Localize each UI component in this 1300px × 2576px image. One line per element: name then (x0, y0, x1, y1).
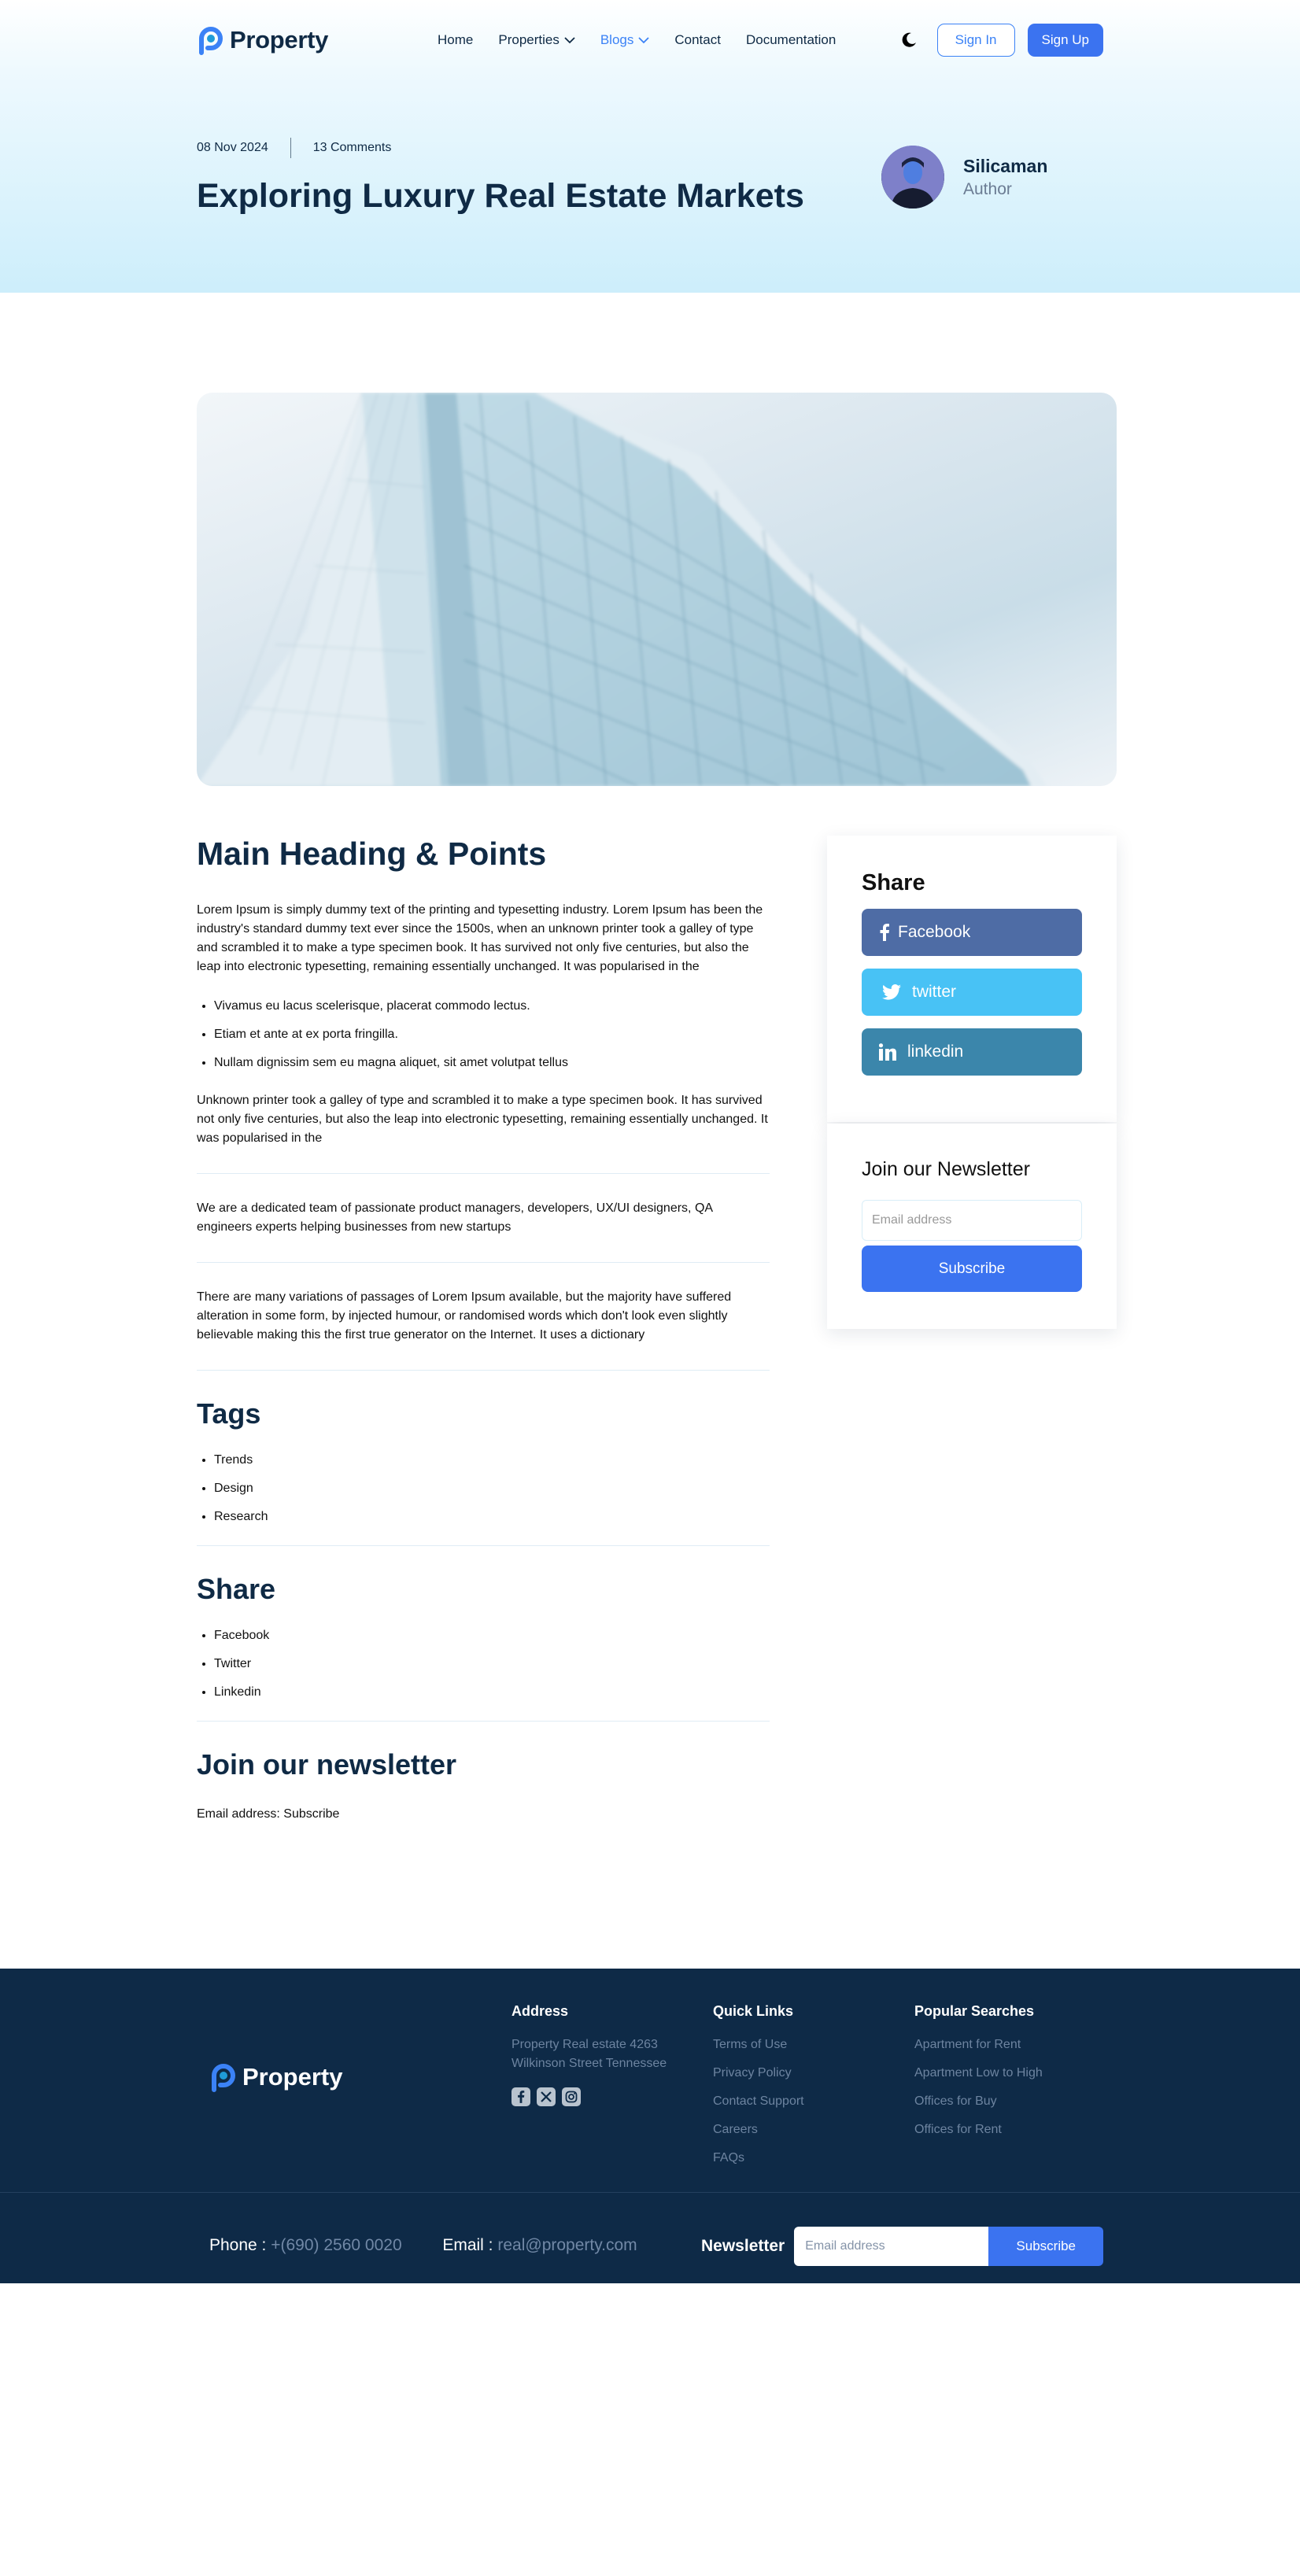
nav-contact-label: Contact (674, 32, 721, 47)
footer-subscribe-button[interactable]: Subscribe (988, 2227, 1103, 2266)
footer-link[interactable]: Apartment Low to High (914, 2066, 1043, 2080)
avatar (881, 146, 944, 209)
divider (197, 1545, 770, 1546)
phone-value[interactable]: +(690) 2560 0020 (271, 2236, 402, 2254)
footer-link[interactable]: Offices for Rent (914, 2123, 1002, 2136)
nav-home[interactable] (438, 32, 473, 48)
footer-newsletter-label: Newsletter (701, 2237, 785, 2255)
share-item[interactable]: • Twitter (214, 1655, 770, 1674)
nav-documentation-label: Documentation (745, 32, 837, 47)
tags-heading: Tags (197, 1397, 261, 1430)
phone-label: Phone : (209, 2236, 267, 2254)
footer-newsletter (701, 2227, 1103, 2266)
tags-list (197, 1451, 770, 1526)
logo-icon (197, 24, 225, 56)
article-paragraph: Unknown printer took a galley of type and scrambled it to make a type specimen book. It has survived not only five centuries, but also the leap into electronic typesetting, remaining essentially unchanged. It was popularised in the (197, 1094, 768, 1145)
twitter-share-button[interactable] (862, 969, 1082, 1016)
nav-blogs[interactable] (600, 32, 650, 48)
footer-logo-text: Property (242, 2063, 343, 2091)
article-heading: Main Heading & Points (197, 836, 547, 872)
newsletter-card (827, 1124, 1117, 1329)
author-name: Silicaman (963, 155, 1048, 176)
post-comments-count[interactable]: 13 Comments (312, 141, 392, 154)
post-meta (197, 138, 391, 158)
divider (197, 1370, 770, 1371)
share-list (197, 1626, 770, 1702)
footer-quick-links-heading: Quick Links (713, 2003, 794, 2019)
logo-icon (209, 2061, 238, 2093)
chevron-down-icon (638, 36, 649, 44)
newsletter-text: Email address: Subscribe (197, 1807, 340, 1821)
twitter-bird-icon (882, 984, 901, 1000)
footer-popular-heading: Popular Searches (914, 2003, 1035, 2019)
hero-section (0, 0, 1300, 293)
divider (197, 1721, 770, 1722)
main-nav (438, 22, 836, 58)
meta-divider (290, 138, 291, 158)
facebook-icon[interactable] (512, 2087, 530, 2106)
footer-social (512, 2087, 692, 2106)
sign-up-button[interactable]: Sign Up (1028, 24, 1103, 57)
share-item[interactable]: • Facebook (214, 1626, 770, 1645)
footer-email-input[interactable]: Email address (794, 2227, 988, 2266)
post-title: Exploring Luxury Real Estate Markets (197, 177, 804, 215)
facebook-label: Facebook (898, 923, 971, 941)
footer-address-column (512, 2003, 692, 2106)
footer-quick-links-column (713, 2003, 804, 2177)
share-card (827, 836, 1117, 1122)
footer-address: Property Real estate 4263 Wilkinson Street Tennessee (512, 2038, 667, 2070)
tag-item[interactable]: • Design (214, 1479, 770, 1498)
article-bullets (197, 997, 770, 1072)
footer-link[interactable]: Careers (713, 2123, 758, 2136)
sidebar-share-heading: Share (862, 870, 925, 895)
post-date: 08 Nov 2024 (197, 141, 268, 154)
twitter-label: twitter (912, 983, 957, 1001)
linkedin-label: linkedin (907, 1043, 964, 1061)
divider (197, 1262, 770, 1263)
footer-logo[interactable] (209, 2061, 342, 2093)
instagram-icon[interactable] (562, 2087, 581, 2106)
newsletter-heading: Join our newsletter (197, 1748, 457, 1781)
email-value[interactable]: real@property.com (497, 2236, 637, 2254)
email-label: Email : (442, 2236, 493, 2254)
divider (197, 1173, 770, 1174)
tag-item[interactable]: • Research (214, 1508, 770, 1526)
featured-building-image (197, 393, 1117, 786)
nav-properties-label: Properties (498, 32, 560, 47)
footer-popular-column (914, 2003, 1043, 2149)
footer-address-heading: Address (512, 2003, 569, 2019)
nav-home-label: Home (438, 32, 474, 47)
footer-link[interactable]: Offices for Buy (914, 2094, 997, 2108)
footer-link[interactable]: FAQs (713, 2151, 745, 2165)
nav-documentation[interactable] (746, 32, 836, 48)
newsletter-subscribe-button[interactable]: Subscribe (862, 1246, 1082, 1292)
list-item: • Etiam et ante at ex porta fringilla. (214, 1025, 770, 1044)
linkedin-icon (879, 1043, 896, 1061)
nav-blogs-label: Blogs (600, 32, 634, 47)
share-item[interactable]: • Linkedin (214, 1683, 770, 1702)
footer (0, 1969, 1300, 2283)
author-card (881, 146, 1047, 209)
list-item: • Nullam dignissim sem eu magna aliquet, sit amet volutpat tellus (214, 1054, 770, 1072)
share-heading: Share (197, 1573, 276, 1605)
footer-divider (0, 2192, 1300, 2193)
nav-actions (893, 22, 1103, 58)
footer-contact (209, 2236, 637, 2255)
chevron-down-icon (564, 36, 575, 44)
newsletter-email-input[interactable]: Email address (862, 1200, 1082, 1241)
author-role: Author (963, 179, 1012, 198)
footer-link[interactable]: Privacy Policy (713, 2066, 792, 2080)
article-intro: Lorem Ipsum is simply dummy text of the printing and typesetting industry. Lorem Ipsum has been the industry's standard dummy text ever since the 1500s, when an unknown printer took a galley of type and scrambled it to make a type specimen book. It has survived not only five centuries, but also the leap into electronic typesetting, remaining essentially unchanged. It was popularised in the (197, 903, 763, 973)
list-item: • Vivamus eu lacus scelerisque, placerat commodo lectus. (214, 997, 770, 1016)
linkedin-share-button[interactable] (862, 1028, 1082, 1076)
article-paragraph: There are many variations of passages of Lorem Ipsum available, but the majority have suffered alteration in some form, by injected humour, or randomised words which don't look even slightly believable making this the first true generator on the Internet. It uses a dictionary (197, 1290, 732, 1342)
footer-link[interactable]: Terms of Use (713, 2038, 788, 2051)
x-twitter-icon[interactable] (537, 2087, 556, 2106)
footer-link[interactable]: Apartment for Rent (914, 2038, 1021, 2051)
nav-properties[interactable] (498, 32, 574, 48)
theme-toggle-moon-icon[interactable] (893, 24, 925, 56)
article-paragraph: We are a dedicated team of passionate product managers, developers, UX/UI designers, QA engineers experts helping businesses from new startups (197, 1201, 713, 1234)
logo-text: Property (230, 26, 329, 54)
sidebar-newsletter-heading: Join our Newsletter (862, 1158, 1030, 1180)
sign-in-button[interactable]: Sign In (937, 24, 1015, 57)
logo[interactable] (197, 24, 328, 56)
navbar (197, 22, 1103, 58)
facebook-icon (879, 924, 890, 941)
footer-link[interactable]: Contact Support (713, 2094, 804, 2108)
facebook-share-button[interactable] (862, 909, 1082, 956)
nav-contact[interactable] (674, 32, 721, 48)
article-body (197, 836, 770, 1824)
tag-item[interactable]: • Trends (214, 1451, 770, 1470)
